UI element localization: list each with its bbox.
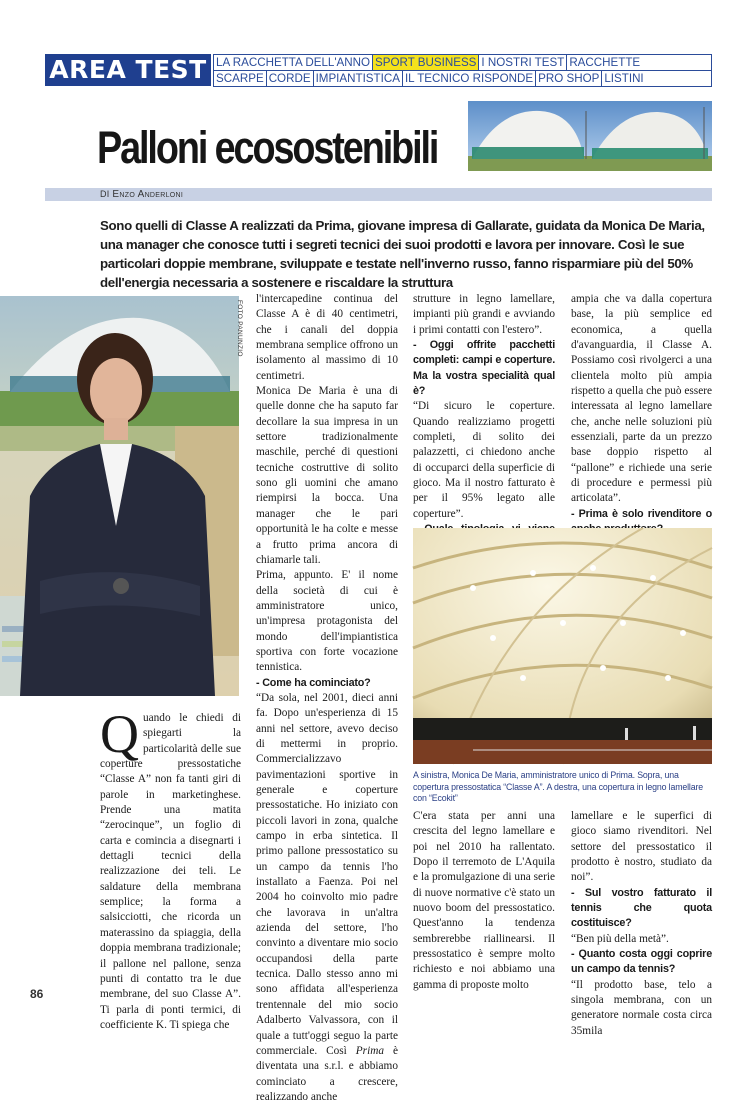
byline: [100, 188, 183, 201]
paragraph: strutture in legno lamellare, impianti più grandi e avviando i primi contatti con l'estero”.: [413, 293, 555, 336]
nav-item-impiantistica[interactable]: IMPIANTISTICA: [313, 70, 403, 87]
nav-row-2: [213, 70, 711, 86]
section-nav: [213, 54, 711, 86]
nav-row-1: [213, 54, 711, 70]
interview-question: - Prima è solo rivenditore o: [571, 507, 712, 520]
paragraph: “Ben più della metà”.: [571, 932, 669, 945]
wooden-dome-interior-photo: [413, 528, 712, 764]
lead-paragraph: Sono quelli di Classe A realizzati da Prima, giovane impresa di Gallarate, guidata da Monica De Maria, una manager che conosce tutti i segreti tecnici dei suoi prodotti e lavora per innovare. Così le sue particolari doppie membrane, sviluppate e testate nell'inverno russo, fanno risparmiare più del 50% dell'energia necessaria a sostenere e riscaldare la struttura: [100, 218, 705, 290]
article-column-4-lower: [571, 809, 712, 1039]
nav-item-racchette[interactable]: RACCHETTE: [566, 54, 712, 71]
article-column-4: [571, 292, 712, 553]
nav-item-nostri-test[interactable]: I NOSTRI TEST: [478, 54, 567, 71]
interview-question: - Quanto costa oggi coprire un campo da tennis?: [571, 948, 712, 976]
paragraph: lamellare e le superfici di gioco siamo rivenditori. Nel settore del pressostatico il prodotto è nostro, studiato da noi”.: [571, 810, 712, 884]
company-name: Prima: [355, 1044, 385, 1057]
intro-paragraph: uando le chiedi di spiegarti la particolarità delle sue coperture pressostatiche “Classe A” non fa tanti giri di parole in marketinghese. Prende una matita “zerocinque”, un foglio di carta e comincia a disegnarti i dettagli tecnici della realizzazione dei teli. Le saldature della membrana semplice; la forma a salsicciotti, che ricorda un materassino da spiaggia, della doppia membrana tradizionale; il pallone nel pallone, senza punti di contatto tra le due membrane, del suo Classe A”. Ti parla di ponti termici, di coefficiente K. Ti spiega che: [100, 712, 241, 1031]
article-column-3: [413, 292, 555, 568]
paragraph: “Da sola, nel 2001, dieci anni fa. Dopo un'esperienza di 15 anni nel settore, avevo deciso di mettermi in proprio. Commercializzavo pavimentazioni sportive in generale e coperture pressostatiche. Ho iniziato con piccoli lavori in zona, qualche campo in erba sintetica. Il primo pallone pressostatico su un campo da tennis l'ho installato a Faenza. Poi nel 2004 ho coinvolto mio padre che lavorava in un'altra azienda del settore, l'ho convinto a diventare mio socio occupandosi della parte tecnica. Dallo stesso anno mi sono affidata all'esperienza trentennale del mio socio Adalberto Valvassora, con il quale a tutt'oggi seguo la parte commerciale. Così Prima è diventata una s.r.l. e abbiamo cominciato a crescere, realizzando anche: [256, 691, 398, 1103]
nav-item-sport-business[interactable]: SPORT BUSINESS: [372, 54, 479, 71]
nav-item-pro-shop[interactable]: PRO SHOP: [535, 70, 602, 87]
paragraph: ampia che va dalla copertura base, la più semplice ed economica, a quella d'avanguardia, il Classe A. Possiamo così rivolgerci a una clientela molto più ampia rispetto a quella che può essere interessata al legno lamellare che, anche nelle soluzioni più essenziali, parte da un prezzo base doppio rispetto al “pallone” e richiede una serie di procedure e permessi più articolata”.: [571, 293, 712, 505]
pressure-dome-photo: [468, 101, 712, 171]
nav-item-scarpe[interactable]: SCARPE: [213, 70, 267, 87]
nav-item-listini[interactable]: LISTINI: [601, 70, 712, 87]
paragraph: Prima, appunto. E' il nome della società di cui è amministratore unico, un'impresa protagonista del mondo dell'impiantistica sportiva con forte vocazione tennistica.: [256, 569, 398, 674]
photo-caption: A sinistra, Monica De Maria, amministratore unico di Prima. Sopra, una copertura pressostatica “Classe A”. A destra, una copertura in legno lamellare con “Ecokit”: [413, 770, 703, 803]
author-name: Enzo Anderloni: [112, 189, 184, 200]
paragraph: Monica De Maria è una di quelle donne che ha saputo far decollare la sua impresa in un settore tradizionalmente maschile, perché di questioni tecniche costruttive di solito sono gli uomini che amano riempirsi la bocca. Una manager che le pari opportunità le ha colte e messe a frutto prima ancora di chiamarle tali.: [256, 385, 398, 566]
section-logo: AREA TEST: [45, 54, 211, 86]
page-number: 86: [30, 987, 44, 1001]
interview-question: - Come ha cominciato?: [256, 676, 371, 689]
interview-question: - Oggi offrite pacchetti completi: campi e coperture. Ma la vostra specialità qual è?: [413, 339, 555, 398]
nav-item-corde[interactable]: CORDE: [266, 70, 314, 87]
nav-item-racchetta-anno[interactable]: LA RACCHETTA DELL'ANNO: [213, 54, 373, 71]
drop-cap: Q: [100, 704, 139, 764]
paragraph: “Di sicuro le coperture. Quando realizziamo progetti completi, di solito dei palazzetti, ci chiedono anche di occuparci della superficie di gioco. Ma il nostro fatturato è per il 95% legato alle coperture”.: [413, 400, 555, 520]
photo-credit: FOTO PANUNZIO: [236, 300, 243, 357]
nav-item-tecnico-risponde[interactable]: IL TECNICO RISPONDE: [402, 70, 536, 87]
paragraph: C'era stata per anni una crescita del legno lamellare e poi nel 2010 ha rallentato. Dopo il terremoto de L'Aquila e la promulgazione di una serie di nuove normative c'è stato un nuovo boom del pressostatico. Quest'anno la tendenza sembrerebbe riallinearsi. Il pressostatico è sempre molto richiesto e noi abbiamo una gamma di proposte molto: [413, 810, 555, 991]
paragraph: “Il prodotto base, telo a singola membrana, con un generatore normale costa circa 35mila: [571, 978, 712, 1037]
portrait-photo: [0, 296, 239, 696]
interview-question: - Sul vostro fatturato il tennis che quota costituisce?: [571, 886, 712, 930]
paragraph: l'intercapedine continua del Classe A è di 40 centimetri, che i canali del doppia membrana semplice offrono un isolamento al massimo di 10 centimetri.: [256, 293, 398, 382]
article-column-3-lower: [413, 809, 555, 993]
byline-prefix: DI: [100, 189, 110, 199]
article-column-2: [256, 292, 398, 1105]
page-title: Palloni ecosostenibili: [97, 122, 438, 173]
article-column-1: [100, 704, 241, 1033]
